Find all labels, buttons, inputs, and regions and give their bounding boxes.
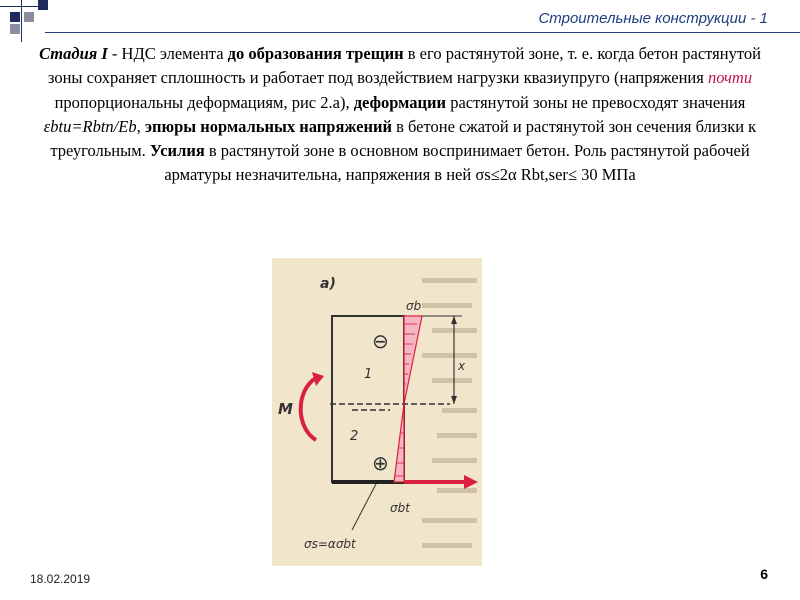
compression-sign: ⊖	[372, 329, 389, 353]
line-2-label: 2	[350, 429, 359, 444]
header-square-3	[10, 24, 20, 34]
emphasis-almost: почти	[707, 68, 753, 88]
text-segment: растянутой зоны не превосходят значения	[446, 92, 746, 112]
rebar-stress-label: σs=ασbt	[304, 537, 356, 551]
tension-stress-triangle	[394, 404, 404, 482]
header-square-1	[10, 12, 20, 22]
stress-diagram-svg	[272, 258, 482, 566]
emphasis-forces: Усилия	[149, 141, 205, 161]
footer-date: 18.02.2019	[30, 572, 91, 586]
stress-diagram-figure	[272, 258, 482, 566]
text-segment: пропорциональны деформациям, рис 2.а),	[54, 92, 354, 112]
text-segment: в его растянутой зоне, т. е. когда бетон растянутой зоны сохраняет сплошность и работает под воздействием нагрузки квазиупруго (напряжения	[47, 44, 761, 88]
background-texture	[422, 278, 477, 548]
line-1-label: 1	[364, 367, 373, 382]
header-corner-vrule	[21, 0, 22, 42]
beam-section	[332, 316, 404, 482]
compression-stress-triangle	[404, 316, 422, 404]
emphasis-before-cracks: до образования трещин	[227, 44, 404, 63]
formula-leader	[352, 484, 376, 530]
emphasis-stress-diagrams: эпюры нормальных напряжений	[144, 116, 392, 136]
page-number: 6	[760, 566, 768, 582]
text-segment: в растянутой зоне в основном воспринимает бетон. Роль растянутой рабочей арматуры незначительна, напряжения в ней	[164, 141, 750, 185]
slide-header-title: Строительные конструкции - 1	[538, 10, 768, 27]
text-segment: - НДС элемента	[107, 44, 228, 63]
strain-formula: εbtu=Rbtn/Eb	[43, 116, 137, 136]
header-divider	[45, 32, 800, 33]
emphasis-deformations: деформации	[353, 92, 447, 112]
sigma-b-label: σb	[406, 299, 422, 313]
rebar-stress-formula: σs≤2α Rbt,ser≤ 30 МПа	[475, 165, 636, 185]
moment-label: M	[278, 400, 293, 418]
tension-sign: ⊕	[372, 451, 389, 475]
dim-arrow-bottom	[451, 396, 457, 404]
text-segment: ,	[136, 116, 145, 136]
header-corner-rule	[0, 6, 45, 7]
dim-arrow-top	[451, 316, 457, 324]
sigma-bt-label: σbt	[390, 501, 410, 515]
header-square-4	[38, 0, 48, 10]
moment-arc	[301, 378, 316, 440]
text-segment: в бетоне сжатой и растянутой зон сечения близки к треугольным.	[50, 116, 757, 161]
dim-x-label: x	[458, 359, 466, 373]
header-square-2	[24, 12, 34, 22]
rebar-force-arrowhead	[464, 475, 478, 489]
stage-label: Стадия I	[39, 44, 108, 63]
figure-label-a: а)	[320, 276, 336, 292]
slide-body-text	[30, 42, 770, 188]
